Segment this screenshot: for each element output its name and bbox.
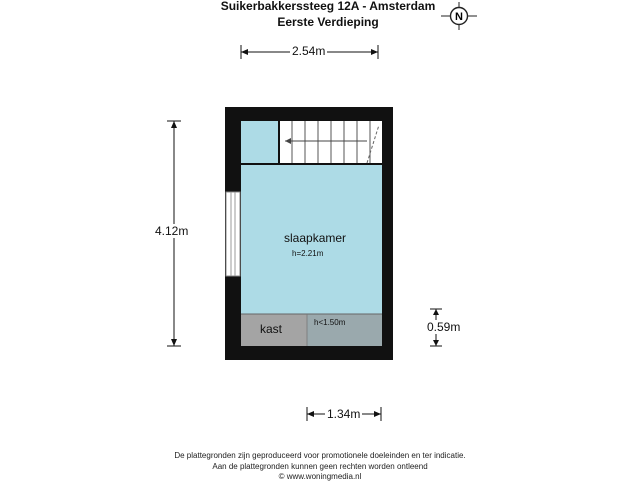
width-top-label: 2.54m [292,44,326,58]
closet-depth-label: 0.59m [427,320,461,334]
bedroom-height-label: h=2.21m [292,249,324,258]
height-left-label: 4.12m [155,224,189,238]
closet-height-label: h<1.50m [314,318,346,327]
window [226,192,240,276]
footer-copyright: © www.woningmedia.nl [278,472,362,481]
bedroom-label: slaapkamer [284,231,347,245]
closet-width-label: 1.34m [327,407,361,421]
closet-label: kast [260,322,283,336]
footer-disclaimer-1: De plattegronden zijn geproduceerd voor promotionele doeleinden en ter indicatie. [174,451,466,460]
footer-disclaimer-2: Aan de plattegronden kunnen geen rechten worden ontleend [212,462,428,471]
plan-address-title: Suikerbakkerssteeg 12A - Amsterdam [220,0,436,13]
compass-letter: N [455,11,463,23]
plan-floor-title: Eerste Verdieping [277,15,379,29]
